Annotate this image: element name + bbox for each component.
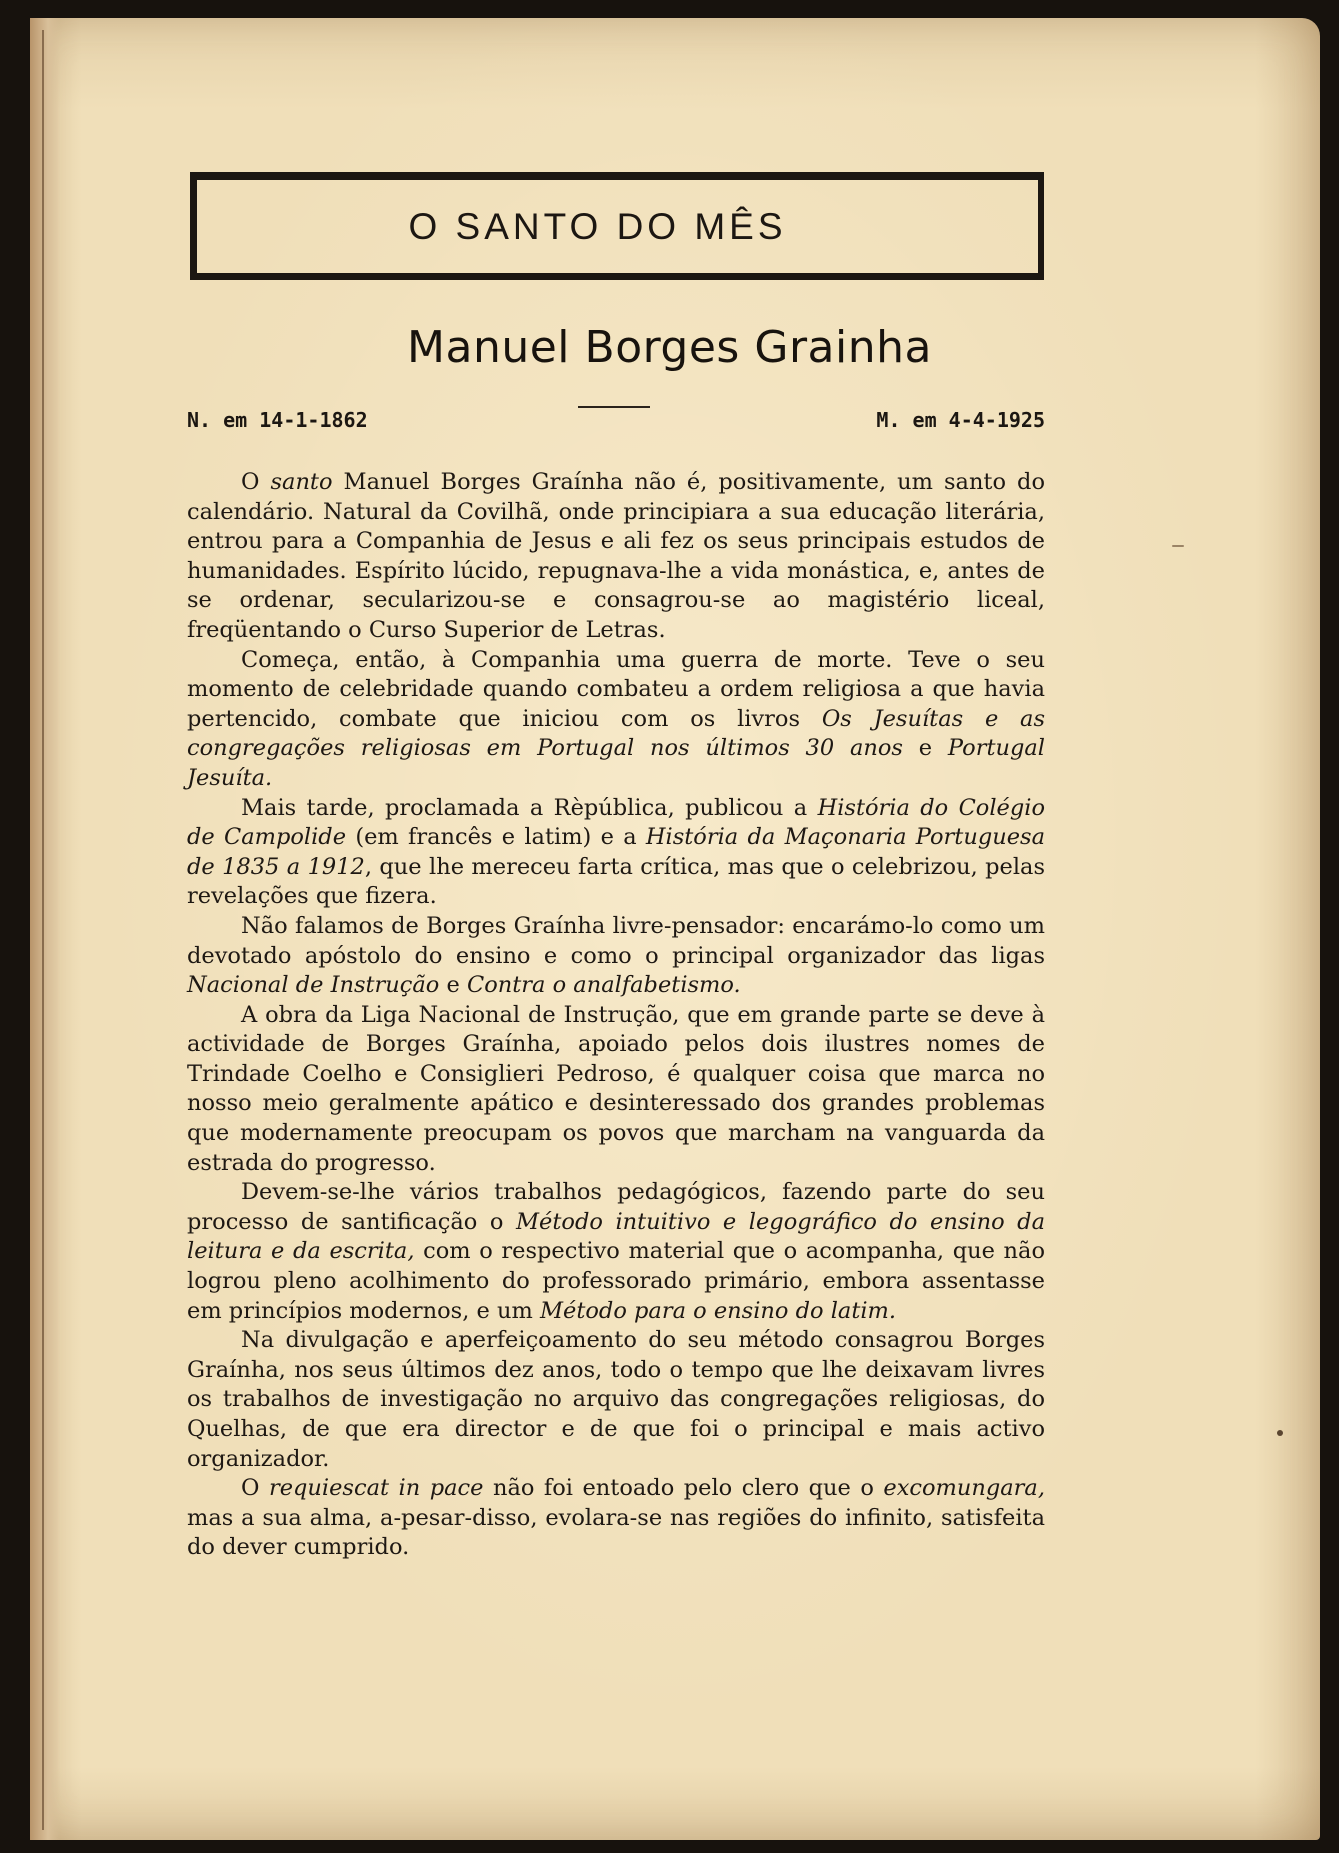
section-header-title: O SANTO DO MÊS	[408, 205, 787, 247]
binding-line	[42, 30, 44, 1830]
text-run: Devem-se-lhe vários trabalhos pedagógicos, fazendo parte do seu processo de santificação o	[187, 1179, 1045, 1235]
article-paragraph	[187, 1178, 1045, 1326]
paper-speck	[1277, 1430, 1283, 1436]
text-run: O	[241, 1475, 269, 1502]
text-run: O	[241, 469, 271, 495]
text-run: , que lhe mereceu farta crítica, mas que o celebrizou, pelas revelações que fizera.	[187, 853, 1045, 910]
text-run: Começa, então, à Companhia uma guerra de morte. Teve o seu momento de celebridade quando combateu a ordem religiosa a que havia pertencido, combate que iniciou com os livros	[187, 646, 1045, 732]
section-header-box	[190, 172, 1044, 280]
article-paragraph	[187, 912, 1045, 1001]
italic-text: Contra o analfabetismo.	[466, 972, 741, 999]
text-run: mas a sua alma, a-pesar-disso, evolara-se nas regiões do infinito, satisfeita do dever cumprido.	[187, 1504, 1045, 1561]
text-run: e	[902, 735, 948, 762]
article-paragraph	[187, 646, 1045, 794]
italic-text: Nacional de Instrução	[187, 972, 440, 999]
article-paragraph	[187, 794, 1045, 912]
italic-text: História do Colégio de Campolide	[187, 794, 1045, 851]
article-paragraph	[187, 1326, 1045, 1474]
italic-text: santo	[270, 469, 333, 495]
text-run: Não falamos de Borges Graínha livre-pensador: encarámo-lo como um devotado apóstolo do ensino e como o principal organizador das ligas	[187, 912, 1045, 969]
birth-date: N. em 14-1-1862	[187, 408, 368, 432]
text-run: Manuel Borges Graínha não é, positivamente, um santo do calendário. Natural da Covilhã, onde principiara a sua educação literária, entrou para a Companhia de Jesus e ali fez os seus principais estudos de humanidades. Espírito lúcido, repugnava-lhe a vida monástica, e, antes de se ordenar, secularizou-se e consagrou-se ao magistério liceal, freqüentando o Curso Superior de Letras.	[187, 469, 1045, 643]
binding-edge	[30, 18, 60, 1840]
italic-text: Portugal Jesuíta.	[187, 735, 1045, 791]
italic-text: Os Jesuítas e as congregações religiosas em Portugal nos últimos 30 anos	[187, 705, 1045, 762]
article-body	[187, 468, 1045, 1563]
article-paragraph	[187, 468, 1045, 646]
text-run: Mais tarde, proclamada a Rèpública, publicou a	[241, 794, 818, 821]
text-run: A obra da Liga Nacional de Instrução, que em grande parte se deve à actividade de Borges Graínha, apoiado pelos dois ilustres nomes de Trindade Coelho e Consiglieri Pedroso, é qualquer coisa que marca no nosso meio geralmente apático e desinteressado dos grandes problemas que modernamente preocupam os povos que marcham na vanguarda da estrada do progresso.	[187, 1001, 1045, 1176]
paper-speck	[1172, 545, 1184, 547]
italic-text: Método para o ensino do latim.	[539, 1297, 897, 1324]
article-paragraph	[187, 1474, 1045, 1563]
text-run: não foi entoado pelo clero que o	[483, 1475, 884, 1502]
text-run: e	[439, 972, 467, 999]
text-run: Na divulgação e aperfeiçoamento do seu método consagrou Borges Graínha, nos seus últimos dez anos, todo o tempo que lhe deixavam livres os trabalhos de investigação no arquivo das congregações religiosas, do Quelhas, de que era director e de que foi o principal e mais activo organizador.	[187, 1327, 1045, 1472]
life-dates	[187, 408, 1045, 438]
text-run: com o respectivo material que o acompanha, que não logrou pleno acolhimento do professorado primário, embora assentasse em princípios modernos, e um	[187, 1238, 1045, 1324]
italic-text: requiescat in pace	[268, 1475, 484, 1502]
italic-text: excomungara,	[883, 1475, 1045, 1502]
article-paragraph	[187, 1001, 1045, 1179]
italic-text: Método intuitivo e legográfico do ensino da leitura e da escrita,	[187, 1208, 1045, 1265]
article-title: Manuel Borges Grainha	[407, 322, 932, 373]
death-date: M. em 4-4-1925	[876, 408, 1045, 432]
italic-text: História da Maçonaria Portuguesa de 1835 a 1912	[187, 824, 1045, 880]
text-run: (em francês e latim) e a	[346, 824, 646, 851]
